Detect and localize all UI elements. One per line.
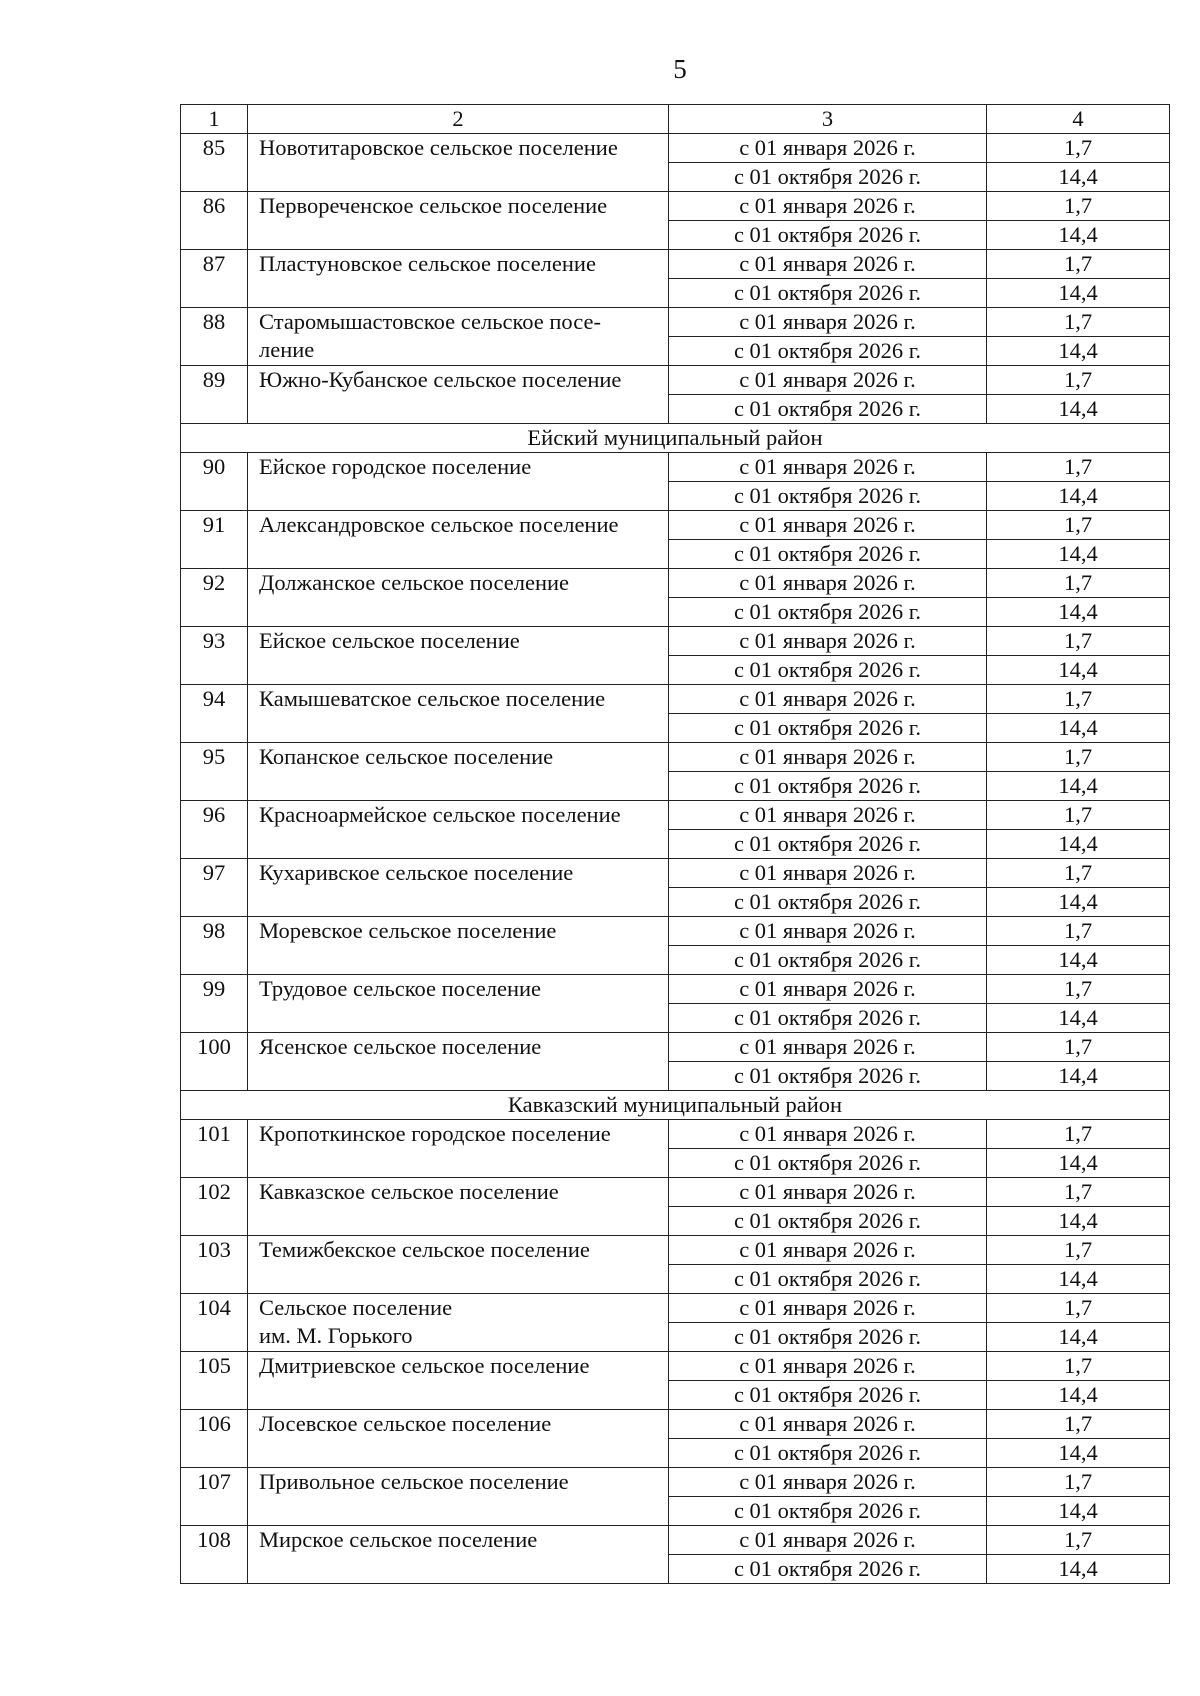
settlement-name: Дмитриевское сельское поселение xyxy=(248,1352,669,1410)
date-from-january: с 01 января 2026 г. xyxy=(669,801,987,830)
date-from-january: с 01 января 2026 г. xyxy=(669,1120,987,1149)
row-number: 100 xyxy=(181,1033,248,1091)
settlement-name: Привольное сельское поселение xyxy=(248,1468,669,1526)
value-october: 14,4 xyxy=(987,1555,1170,1584)
value-october: 14,4 xyxy=(987,482,1170,511)
date-from-october: с 01 октября 2026 г. xyxy=(669,888,987,917)
date-from-october: с 01 октября 2026 г. xyxy=(669,1497,987,1526)
row-number: 105 xyxy=(181,1352,248,1410)
table-row xyxy=(181,1033,1170,1062)
date-from-january: с 01 января 2026 г. xyxy=(669,1033,987,1062)
row-number: 88 xyxy=(181,308,248,366)
value-january: 1,7 xyxy=(987,1468,1170,1497)
value-january: 1,7 xyxy=(987,975,1170,1004)
table-header-row xyxy=(181,105,1170,134)
settlement-name: Южно-Кубанское сельское поселение xyxy=(248,366,669,424)
value-january: 1,7 xyxy=(987,192,1170,221)
value-january: 1,7 xyxy=(987,366,1170,395)
row-number: 99 xyxy=(181,975,248,1033)
value-january: 1,7 xyxy=(987,859,1170,888)
row-number: 103 xyxy=(181,1236,248,1294)
settlement-name: Сельское поселение им. М. Горького xyxy=(248,1294,669,1352)
date-from-january: с 01 января 2026 г. xyxy=(669,975,987,1004)
settlement-name: Трудовое сельское поселение xyxy=(248,975,669,1033)
value-october: 14,4 xyxy=(987,888,1170,917)
table-row xyxy=(181,975,1170,1004)
table-row xyxy=(181,1352,1170,1381)
row-number: 107 xyxy=(181,1468,248,1526)
value-october: 14,4 xyxy=(987,540,1170,569)
settlement-name: Кавказское сельское поселение xyxy=(248,1178,669,1236)
row-number: 86 xyxy=(181,192,248,250)
settlement-name: Камышеватское сельское поселение xyxy=(248,685,669,743)
row-number: 104 xyxy=(181,1294,248,1352)
row-number: 87 xyxy=(181,250,248,308)
row-number: 93 xyxy=(181,627,248,685)
date-from-october: с 01 октября 2026 г. xyxy=(669,1265,987,1294)
date-from-october: с 01 октября 2026 г. xyxy=(669,337,987,366)
date-from-january: с 01 января 2026 г. xyxy=(669,308,987,337)
header-cell-2: 2 xyxy=(248,105,669,134)
date-from-october: с 01 октября 2026 г. xyxy=(669,714,987,743)
value-january: 1,7 xyxy=(987,1236,1170,1265)
date-from-january: с 01 января 2026 г. xyxy=(669,453,987,482)
table-row xyxy=(181,917,1170,946)
header-cell-1: 1 xyxy=(181,105,248,134)
value-january: 1,7 xyxy=(987,1294,1170,1323)
settlement-name: Копанское сельское поселение xyxy=(248,743,669,801)
settlement-name: Новотитаровское сельское поселение xyxy=(248,134,669,192)
table-row xyxy=(181,192,1170,221)
value-october: 14,4 xyxy=(987,714,1170,743)
table-row xyxy=(181,685,1170,714)
value-january: 1,7 xyxy=(987,1178,1170,1207)
table-row xyxy=(181,801,1170,830)
value-january: 1,7 xyxy=(987,308,1170,337)
date-from-january: с 01 января 2026 г. xyxy=(669,1294,987,1323)
row-number: 108 xyxy=(181,1526,248,1584)
date-from-october: с 01 октября 2026 г. xyxy=(669,1149,987,1178)
table-row xyxy=(181,743,1170,772)
row-number: 101 xyxy=(181,1120,248,1178)
date-from-january: с 01 января 2026 г. xyxy=(669,1352,987,1381)
table-row xyxy=(181,1236,1170,1265)
settlement-name: Старомышастовское сельское посе- ление xyxy=(248,308,669,366)
date-from-january: с 01 января 2026 г. xyxy=(669,134,987,163)
table-row xyxy=(181,511,1170,540)
row-number: 92 xyxy=(181,569,248,627)
settlement-name: Моревское сельское поселение xyxy=(248,917,669,975)
value-january: 1,7 xyxy=(987,250,1170,279)
settlement-name: Ейское сельское поселение xyxy=(248,627,669,685)
section-title: Ейский муниципальный район xyxy=(181,424,1170,453)
value-october: 14,4 xyxy=(987,656,1170,685)
date-from-january: с 01 января 2026 г. xyxy=(669,627,987,656)
settlement-name: Первореченское сельское поселение xyxy=(248,192,669,250)
value-january: 1,7 xyxy=(987,511,1170,540)
date-from-january: с 01 января 2026 г. xyxy=(669,511,987,540)
value-october: 14,4 xyxy=(987,221,1170,250)
date-from-october: с 01 октября 2026 г. xyxy=(669,1323,987,1352)
value-october: 14,4 xyxy=(987,1439,1170,1468)
value-january: 1,7 xyxy=(987,917,1170,946)
date-from-october: с 01 октября 2026 г. xyxy=(669,1004,987,1033)
date-from-october: с 01 октября 2026 г. xyxy=(669,395,987,424)
date-from-october: с 01 октября 2026 г. xyxy=(669,1207,987,1236)
table-row xyxy=(181,366,1170,395)
row-number: 85 xyxy=(181,134,248,192)
date-from-january: с 01 января 2026 г. xyxy=(669,1178,987,1207)
section-row xyxy=(181,1091,1170,1120)
table-row xyxy=(181,859,1170,888)
settlement-name: Ясенское сельское поселение xyxy=(248,1033,669,1091)
value-october: 14,4 xyxy=(987,1207,1170,1236)
table-row xyxy=(181,1294,1170,1323)
row-number: 102 xyxy=(181,1178,248,1236)
value-october: 14,4 xyxy=(987,279,1170,308)
table-row xyxy=(181,1178,1170,1207)
value-october: 14,4 xyxy=(987,1265,1170,1294)
value-january: 1,7 xyxy=(987,1352,1170,1381)
page-number: 5 xyxy=(673,54,687,84)
date-from-january: с 01 января 2026 г. xyxy=(669,250,987,279)
date-from-october: с 01 октября 2026 г. xyxy=(669,830,987,859)
date-from-january: с 01 января 2026 г. xyxy=(669,859,987,888)
date-from-january: с 01 января 2026 г. xyxy=(669,366,987,395)
value-january: 1,7 xyxy=(987,1120,1170,1149)
table-row xyxy=(181,569,1170,598)
value-october: 14,4 xyxy=(987,163,1170,192)
value-october: 14,4 xyxy=(987,395,1170,424)
settlement-name: Должанское сельское поселение xyxy=(248,569,669,627)
table-row xyxy=(181,627,1170,656)
settlement-name: Мирское сельское поселение xyxy=(248,1526,669,1584)
date-from-october: с 01 октября 2026 г. xyxy=(669,772,987,801)
date-from-october: с 01 октября 2026 г. xyxy=(669,482,987,511)
settlement-name: Кухаривское сельское поселение xyxy=(248,859,669,917)
date-from-october: с 01 октября 2026 г. xyxy=(669,279,987,308)
row-number: 97 xyxy=(181,859,248,917)
value-october: 14,4 xyxy=(987,1062,1170,1091)
value-january: 1,7 xyxy=(987,1033,1170,1062)
date-from-october: с 01 октября 2026 г. xyxy=(669,946,987,975)
value-october: 14,4 xyxy=(987,1381,1170,1410)
row-number: 95 xyxy=(181,743,248,801)
row-number: 98 xyxy=(181,917,248,975)
table-row xyxy=(181,1526,1170,1555)
section-row xyxy=(181,424,1170,453)
value-january: 1,7 xyxy=(987,569,1170,598)
date-from-january: с 01 января 2026 г. xyxy=(669,917,987,946)
table-row xyxy=(181,250,1170,279)
table-row xyxy=(181,1120,1170,1149)
date-from-october: с 01 октября 2026 г. xyxy=(669,221,987,250)
date-from-october: с 01 октября 2026 г. xyxy=(669,1439,987,1468)
value-january: 1,7 xyxy=(987,1410,1170,1439)
settlement-name: Ейское городское поселение xyxy=(248,453,669,511)
settlement-name: Кропоткинское городское поселение xyxy=(248,1120,669,1178)
row-number: 106 xyxy=(181,1410,248,1468)
date-from-january: с 01 января 2026 г. xyxy=(669,1468,987,1497)
value-january: 1,7 xyxy=(987,134,1170,163)
value-january: 1,7 xyxy=(987,1526,1170,1555)
value-october: 14,4 xyxy=(987,1497,1170,1526)
value-october: 14,4 xyxy=(987,772,1170,801)
section-title: Кавказский муниципальный район xyxy=(181,1091,1170,1120)
tariff-table xyxy=(180,104,1170,1584)
date-from-january: с 01 января 2026 г. xyxy=(669,1236,987,1265)
table-row xyxy=(181,308,1170,337)
date-from-january: с 01 января 2026 г. xyxy=(669,192,987,221)
value-january: 1,7 xyxy=(987,453,1170,482)
date-from-january: с 01 января 2026 г. xyxy=(669,685,987,714)
date-from-october: с 01 октября 2026 г. xyxy=(669,1555,987,1584)
value-october: 14,4 xyxy=(987,830,1170,859)
header-cell-3: 3 xyxy=(669,105,987,134)
date-from-january: с 01 января 2026 г. xyxy=(669,1410,987,1439)
table-row xyxy=(181,1468,1170,1497)
header-cell-4: 4 xyxy=(987,105,1170,134)
table-row xyxy=(181,134,1170,163)
settlement-name: Красноармейское сельское поселение xyxy=(248,801,669,859)
date-from-january: с 01 января 2026 г. xyxy=(669,743,987,772)
row-number: 90 xyxy=(181,453,248,511)
table-row xyxy=(181,1410,1170,1439)
row-number: 89 xyxy=(181,366,248,424)
row-number: 94 xyxy=(181,685,248,743)
value-october: 14,4 xyxy=(987,337,1170,366)
date-from-october: с 01 октября 2026 г. xyxy=(669,598,987,627)
date-from-october: с 01 октября 2026 г. xyxy=(669,163,987,192)
settlement-name: Пластуновское сельское поселение xyxy=(248,250,669,308)
settlement-name: Темижбекское сельское поселение xyxy=(248,1236,669,1294)
value-october: 14,4 xyxy=(987,1004,1170,1033)
settlement-name: Лосевское сельское поселение xyxy=(248,1410,669,1468)
date-from-october: с 01 октября 2026 г. xyxy=(669,1062,987,1091)
date-from-october: с 01 октября 2026 г. xyxy=(669,656,987,685)
value-january: 1,7 xyxy=(987,743,1170,772)
table-row xyxy=(181,453,1170,482)
date-from-october: с 01 октября 2026 г. xyxy=(669,540,987,569)
value-january: 1,7 xyxy=(987,627,1170,656)
settlement-name: Александровское сельское поселение xyxy=(248,511,669,569)
value-october: 14,4 xyxy=(987,946,1170,975)
value-october: 14,4 xyxy=(987,1323,1170,1352)
value-october: 14,4 xyxy=(987,1149,1170,1178)
date-from-january: с 01 января 2026 г. xyxy=(669,569,987,598)
value-january: 1,7 xyxy=(987,685,1170,714)
value-january: 1,7 xyxy=(987,801,1170,830)
value-october: 14,4 xyxy=(987,598,1170,627)
date-from-january: с 01 января 2026 г. xyxy=(669,1526,987,1555)
row-number: 91 xyxy=(181,511,248,569)
row-number: 96 xyxy=(181,801,248,859)
date-from-october: с 01 октября 2026 г. xyxy=(669,1381,987,1410)
